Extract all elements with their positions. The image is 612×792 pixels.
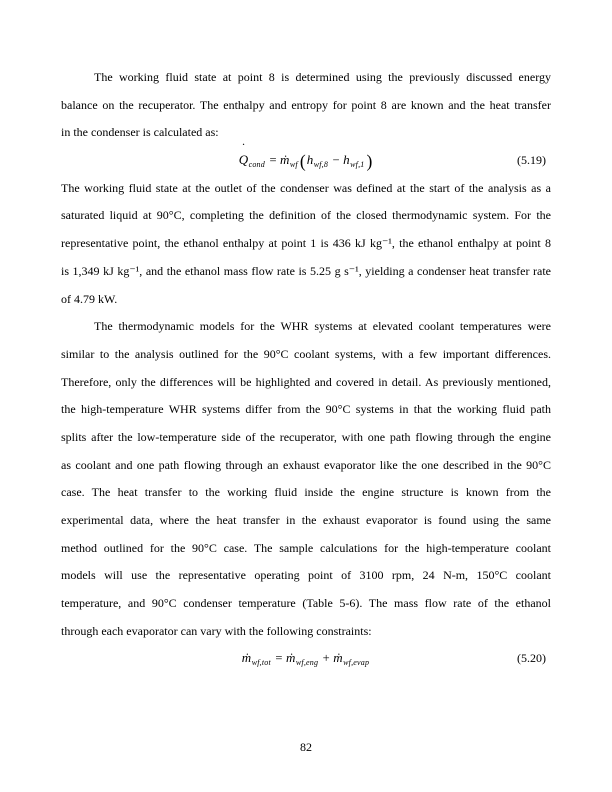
text-line: splits after the low-temperature side of the recuperator, with one path flowing through the engine: [61, 429, 551, 444]
equation-term: −: [332, 153, 340, 168]
equation-term: h: [306, 152, 314, 168]
equation-subscript: wf,1: [350, 160, 365, 170]
equation-5-19: [239, 146, 374, 176]
equation-term: ṁ: [280, 152, 290, 168]
text-line: The working fluid state at the outlet of the condenser was defined at the start of the analysis as a: [61, 180, 551, 195]
equation-row-5-19: [61, 147, 551, 175]
text-line: saturated liquid at 90°C, completing the definition of the closed thermodynamic system. For the: [61, 208, 551, 223]
text-line: through each evaporator can vary with the following constraints:: [61, 623, 372, 638]
text-line: method outlined for the 90°C case. The sample calculations for the high-temperature coolant: [61, 540, 551, 555]
equation-term: ṁ: [285, 650, 296, 666]
equation-term: Q ˙: [239, 146, 248, 174]
text-line: as coolant and one path flowing through an exhaust evaporator like the one described in the 90°C: [61, 457, 551, 472]
equation-term: h: [343, 152, 350, 168]
equation-term: ): [366, 151, 373, 172]
equation-number-5-19: (5.19): [517, 153, 546, 168]
equation-subscript: cond: [248, 160, 265, 170]
body-text-area: [61, 64, 551, 673]
text-line: experimental data, where the heat transfer in the exhaust evaporator is found using the same: [61, 513, 551, 527]
equation-term: (: [299, 151, 306, 172]
body-paragraph-2: [61, 175, 551, 313]
equation-subscript: wf: [289, 160, 298, 170]
equation-subscript: wf,8: [313, 160, 329, 170]
equation-term: ṁ: [241, 650, 252, 666]
text-line: The thermodynamic models for the WHR systems at elevated coolant temperatures were: [94, 319, 551, 334]
body-paragraph-1: [61, 64, 551, 147]
equation-subscript: wf,eng: [295, 658, 319, 668]
text-line: similar to the analysis outlined for the 90°C coolant systems, with a few important differences.: [61, 346, 551, 361]
body-paragraph-3: [61, 313, 551, 645]
equation-number-5-20: (5.20): [517, 651, 546, 666]
page-number-footer: 82: [300, 740, 312, 754]
equation-subscript: wf,evap: [343, 658, 370, 668]
equation-term: =: [275, 651, 283, 666]
text-line: The working fluid state at point 8 is determined using the previously discussed energy: [94, 70, 551, 84]
text-line: the high-temperature WHR systems differ from the 90°C systems in that the working fluid path: [61, 402, 551, 417]
text-line: case. The heat transfer to the working fluid inside the engine structure is known from the: [61, 485, 551, 500]
equation-term: =: [269, 153, 277, 168]
text-line: models will use the representative operating point of 3100 rpm, 24 N-m, 150°C coolant: [61, 568, 551, 583]
text-line: of 4.79 kW.: [61, 291, 118, 306]
equation-5-20: [242, 644, 370, 674]
text-line: is 1,349 kJ kg⁻¹, and the ethanol mass flow rate is 5.25 g s⁻¹, yielding a condenser heat transfer rate: [61, 263, 551, 278]
equation-subscript: wf,tot: [251, 658, 271, 668]
text-line: representative point, the ethanol enthalpy at point 1 is 436 kJ kg⁻¹, the ethanol enthalpy at point 8: [61, 236, 551, 251]
equation-term: ṁ: [333, 650, 343, 666]
equation-term: +: [322, 651, 330, 666]
equation-row-5-20: [61, 645, 551, 673]
text-line: temperature, and 90°C condenser temperature (Table 5-6). The mass flow rate of the ethanol: [61, 596, 551, 611]
text-line: Therefore, only the differences will be highlighted and covered in detail. As previously mentioned,: [61, 374, 551, 389]
text-line: in the condenser is calculated as:: [61, 125, 219, 140]
text-line: balance on the recuperator. The enthalpy and entropy for point 8 are known and the heat transfer: [61, 97, 551, 112]
